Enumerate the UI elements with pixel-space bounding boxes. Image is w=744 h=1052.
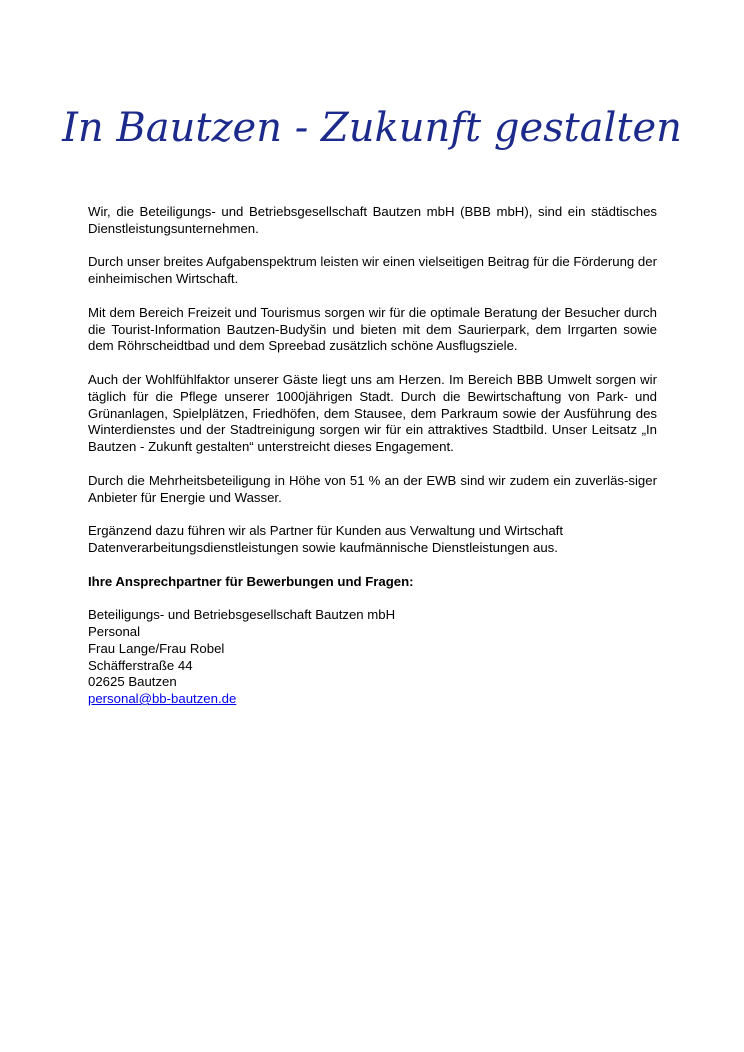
paragraph-intro: Wir, die Beteiligungs- und Betriebsgesellschaft Bautzen mbH (BBB mbH), sind ein städtisches Dienstleistungsunternehmen. xyxy=(88,204,657,236)
contact-city: 02625 Bautzen xyxy=(88,674,177,690)
paragraph-energy: Durch die Mehrheitsbeteiligung in Höhe von 51 % an der EWB sind wir zudem ein zuverläs-siger Anbieter für Energie und Wasser. xyxy=(88,472,657,505)
contact-address xyxy=(88,607,657,708)
document-body xyxy=(88,204,657,708)
contact-heading: Ihre Ansprechpartner für Bewerbungen und Fragen: xyxy=(88,573,414,589)
contact-department: Personal xyxy=(88,623,141,639)
contact-persons: Frau Lange/Frau Robel xyxy=(88,640,225,656)
paragraph-environment: Auch der Wohlfühlfaktor unserer Gäste liegt uns am Herzen. Im Bereich BBB Umwelt sorgen wir täglich für die Pflege unserer 1000jährigen Stadt. Durch die Bewirtschaftung von Park- und Grünanlagen, Spielplätzen, Friedhöfen, dem Stausee, dem Parkraum sowie der Ausführung des Winterdienstes und der Stadtreinigung sorgen wir für ein attraktives Stadtbild. Unser Leitsatz „In Bautzen - Zukunft gestalten“ unterstreicht dieses Engagement. xyxy=(88,371,657,455)
contact-street: Schäfferstraße 44 xyxy=(88,657,193,673)
paragraph-tourism: Mit dem Bereich Freizeit und Tourismus sorgen wir für die optimale Beratung der Besucher durch die Tourist-Information Bautzen-Budyšin und bieten mit dem Saurierpark, dem Irrgarten sowie dem Röhrscheidtbad und dem Spreebad zusätzlich schöne Ausflugsziele. xyxy=(88,304,657,354)
paragraph-services: Ergänzend dazu führen wir als Partner für Kunden aus Verwaltung und Wirtschaft Datenverarbeitungsdienstleistungen sowie kaufmännische Dienstleistungen aus. xyxy=(88,523,564,555)
contact-company: Beteiligungs- und Betriebsgesellschaft Bautzen mbH xyxy=(88,607,396,623)
contact-email-link[interactable]: personal@bb-bautzen.de xyxy=(88,691,237,707)
slogan-heading: In Bautzen - Zukunft gestalten xyxy=(62,105,682,151)
paragraph-tasks: Durch unser breites Aufgabenspektrum leisten wir einen vielseitigen Beitrag für die Förderung der einheimischen Wirtschaft. xyxy=(88,254,657,287)
